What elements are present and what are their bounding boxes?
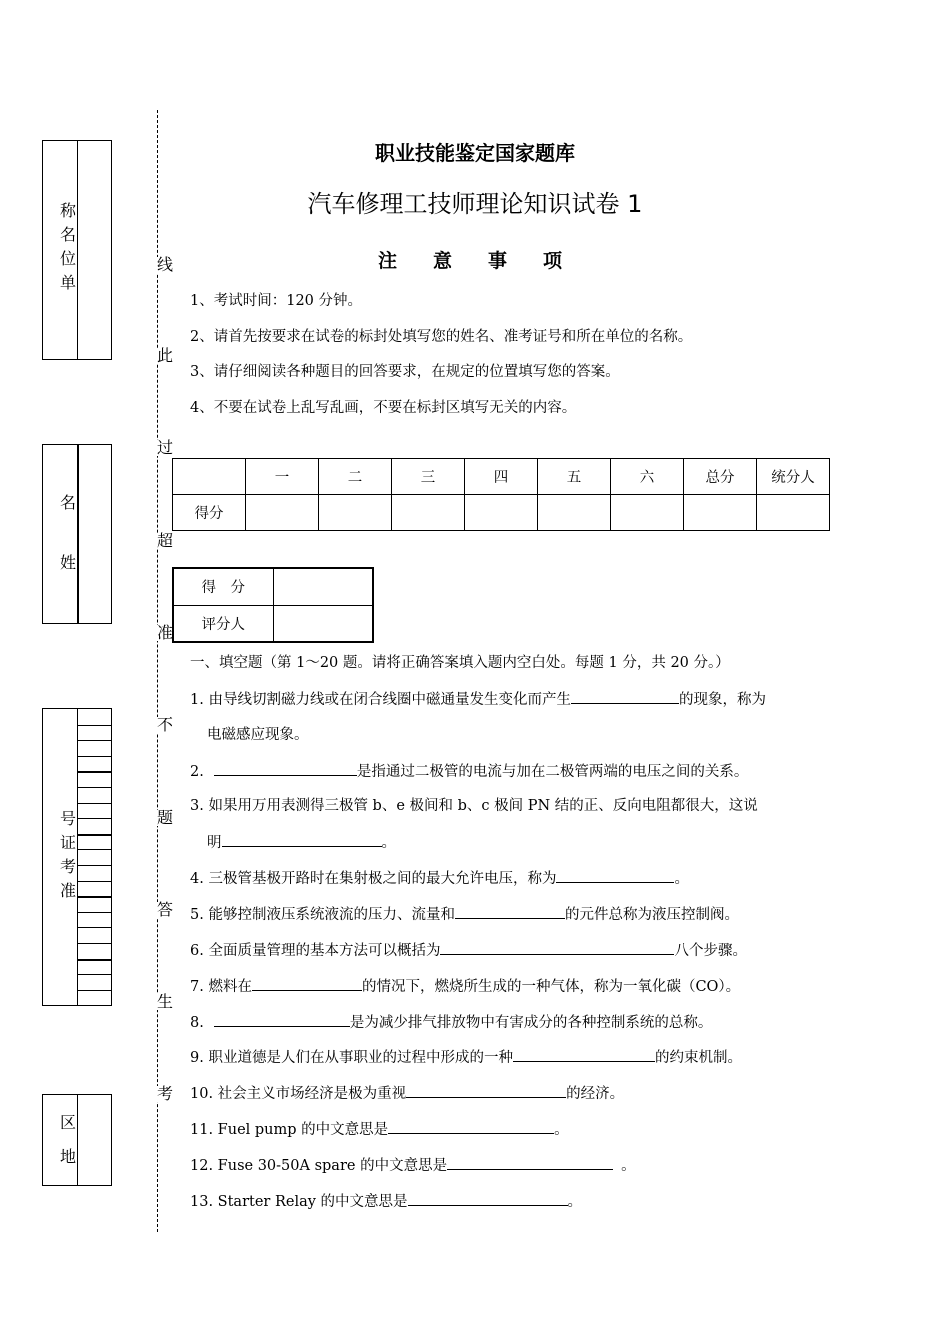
exam-id-grid-line [77, 787, 112, 788]
section-score-table [172, 567, 374, 643]
question-6 [190, 940, 747, 961]
score-cell[interactable] [319, 495, 392, 531]
question-text: 。 [567, 1194, 583, 1210]
notice-item: 1、考试时间：120 分钟。 [190, 293, 363, 309]
exam-id-grid-line [77, 912, 112, 913]
question-7 [190, 976, 740, 997]
exam-id-grid-line [77, 959, 112, 961]
table-header-cell: 三 [392, 459, 465, 495]
answer-blank[interactable] [513, 1047, 655, 1062]
exam-id-grid-line [77, 927, 112, 928]
seal-char: 答 [156, 900, 173, 919]
question-text: 。 [554, 1122, 569, 1138]
answer-blank[interactable] [408, 1191, 568, 1206]
question-text: 8. [190, 1015, 204, 1031]
unit-name-box [42, 140, 112, 360]
seal-char: 超 [156, 531, 173, 550]
question-text: 10. 社会主义市场经济是极为重视 [190, 1086, 407, 1102]
question-8 [190, 1012, 712, 1033]
answer-blank[interactable] [214, 1012, 350, 1027]
question-10 [190, 1083, 624, 1104]
score-cell[interactable] [611, 495, 684, 531]
notice-item: 3、请仔细阅读各种题目的回答要求，在规定的位置填写您的答案。 [190, 364, 620, 380]
score-cell[interactable] [684, 495, 757, 531]
question-text: 。 [381, 835, 396, 851]
score-label: 得 分 [173, 568, 273, 605]
score-cell[interactable] [465, 495, 538, 531]
exam-id-grid-line [77, 834, 112, 836]
question-text: 是指通过二极管的电流与加在二极管两端的电压之间的关系。 [356, 764, 749, 780]
question-text: 的经济。 [566, 1086, 625, 1102]
label-char: 名 [59, 493, 76, 512]
label-char: 位 [59, 249, 76, 268]
notice-item: 2、请首先按要求在试卷的标封处填写您的姓名、准考证号和所在单位的名称。 [190, 329, 693, 345]
answer-blank[interactable] [556, 868, 674, 883]
score-cell[interactable] [757, 495, 830, 531]
exam-id-grid-line [77, 771, 112, 773]
label-char: 称 [59, 201, 76, 220]
exam-id-grid-line [77, 896, 112, 898]
question-text: 4. 三极管基极开路时在集射极之间的最大允许电压，称为 [190, 871, 557, 887]
seal-char: 线 [156, 255, 173, 274]
exam-id-grid-line [77, 865, 112, 866]
exam-id-grid-line [77, 740, 112, 741]
name-label [58, 495, 78, 571]
notice-item: 4、不要在试卷上乱写乱画，不要在标封区填写无关的内容。 [190, 400, 577, 416]
grader-label: 评分人 [173, 605, 273, 642]
question-text: 的约束机制。 [654, 1050, 742, 1066]
exam-id-box [42, 708, 112, 1006]
notice-heading: 注意事项 [378, 250, 599, 272]
question-text: 13. Starter Relay 的中文意思是 [190, 1194, 408, 1210]
table-header-cell: 二 [319, 459, 392, 495]
question-text: 9. 职业道德是人们在从事职业的过程中形成的一种 [190, 1050, 513, 1066]
question-text: 7. 燃料在 [190, 979, 252, 995]
label-char: 地 [59, 1147, 76, 1166]
answer-blank[interactable] [440, 940, 674, 955]
seal-char: 不 [156, 715, 173, 734]
exam-id-grid-line [77, 725, 112, 726]
table-header-cell: 总分 [684, 459, 757, 495]
table-header-cell [173, 459, 246, 495]
score-cell[interactable] [538, 495, 611, 531]
answer-blank[interactable] [571, 689, 679, 704]
grader-cell[interactable] [273, 605, 373, 642]
question-text: 5. 能够控制液压系统液流的压力、流量和 [190, 907, 455, 923]
seal-char: 生 [156, 992, 173, 1011]
question-text: 1. 由导线切割磁力线或在闭合线圈中磁通量发生变化而产生 [190, 692, 571, 708]
name-box [42, 444, 112, 624]
score-cell[interactable] [392, 495, 465, 531]
question-text: 2. [190, 764, 204, 780]
seal-char: 过 [156, 438, 173, 457]
question-text: 的现象，称为 [678, 692, 766, 708]
label-char: 单 [59, 273, 76, 292]
question-5 [190, 904, 739, 925]
exam-id-grid-line [77, 990, 112, 991]
label-char: 名 [59, 225, 76, 244]
table-header-cell: 四 [465, 459, 538, 495]
answer-blank[interactable] [252, 976, 362, 991]
question-13 [190, 1191, 582, 1212]
score-cell[interactable] [246, 495, 319, 531]
exam-id-grid-line [77, 943, 112, 944]
exam-title: 汽车修理工技师理论知识试卷 1 [307, 190, 643, 218]
exam-id-grid-line [77, 974, 112, 975]
exam-id-grid-line [77, 818, 112, 819]
label-char: 准 [59, 881, 76, 900]
region-box [42, 1094, 112, 1186]
answer-blank[interactable] [214, 761, 357, 776]
exam-id-label [58, 811, 78, 899]
question-12 [190, 1155, 636, 1176]
question-1 [190, 689, 766, 710]
question-9 [190, 1047, 742, 1068]
label-char: 证 [59, 833, 76, 852]
exam-bank-title: 职业技能鉴定国家题库 [375, 141, 575, 165]
question-4 [190, 868, 689, 889]
question-text: 的情况下，燃烧所生成的一种气体，称为一氧化碳（CO）。 [361, 979, 741, 995]
question-text: 11. Fuel pump 的中文意思是 [190, 1122, 389, 1138]
section-title: 一、填空题（第 1～20 题。请将正确答案填入题内空白处。每题 1 分，共 20 分。） [190, 655, 730, 671]
label-char: 区 [59, 1113, 76, 1132]
seal-char: 题 [156, 808, 173, 827]
question-text: 。 [621, 1158, 636, 1174]
question-text: 的元件总称为液压控制阀。 [564, 907, 739, 923]
seal-char: 准 [156, 623, 173, 642]
table-header-cell: 一 [246, 459, 319, 495]
answer-blank[interactable] [455, 904, 565, 919]
section-score-cell[interactable] [273, 568, 373, 605]
table-header-cell: 六 [611, 459, 684, 495]
exam-id-grid-line [77, 756, 112, 757]
region-label [58, 1115, 78, 1165]
question-3-continued [207, 832, 396, 853]
score-summary-table [172, 458, 830, 531]
answer-blank[interactable] [447, 1155, 613, 1170]
seal-char: 此 [156, 346, 173, 365]
answer-blank[interactable] [406, 1083, 566, 1098]
seal-char: 考 [156, 1084, 173, 1103]
seal-dashed-line [157, 110, 158, 1232]
question-text: 八个步骤。 [674, 943, 747, 959]
question-text: 是为减少排气排放物中有害成分的各种控制系统的总称。 [349, 1015, 713, 1031]
question-text: 明 [207, 835, 222, 851]
label-char: 姓 [59, 553, 76, 572]
question-text: 。 [674, 871, 689, 887]
question-text: 6. 全面质量管理的基本方法可以概括为 [190, 943, 441, 959]
answer-blank[interactable] [222, 832, 382, 847]
table-header-cell: 统分人 [757, 459, 830, 495]
score-row-label: 得分 [173, 495, 246, 531]
exam-id-grid-line [77, 803, 112, 804]
question-text: 12. Fuse 30-50A spare 的中文意思是 [190, 1158, 448, 1174]
question-11 [190, 1119, 569, 1140]
label-char: 号 [59, 809, 76, 828]
table-header-cell: 五 [538, 459, 611, 495]
exam-id-grid-line [77, 849, 112, 850]
answer-blank[interactable] [388, 1119, 554, 1134]
question-1-continued: 电磁感应现象。 [207, 727, 309, 743]
question-2 [190, 761, 748, 782]
question-3: 3. 如果用万用表测得三极管 b、e 极间和 b、c 极间 PN 结的正、反向电阻都很大，这说 [190, 798, 758, 814]
exam-id-grid-line [77, 881, 112, 882]
label-char: 考 [59, 857, 76, 876]
